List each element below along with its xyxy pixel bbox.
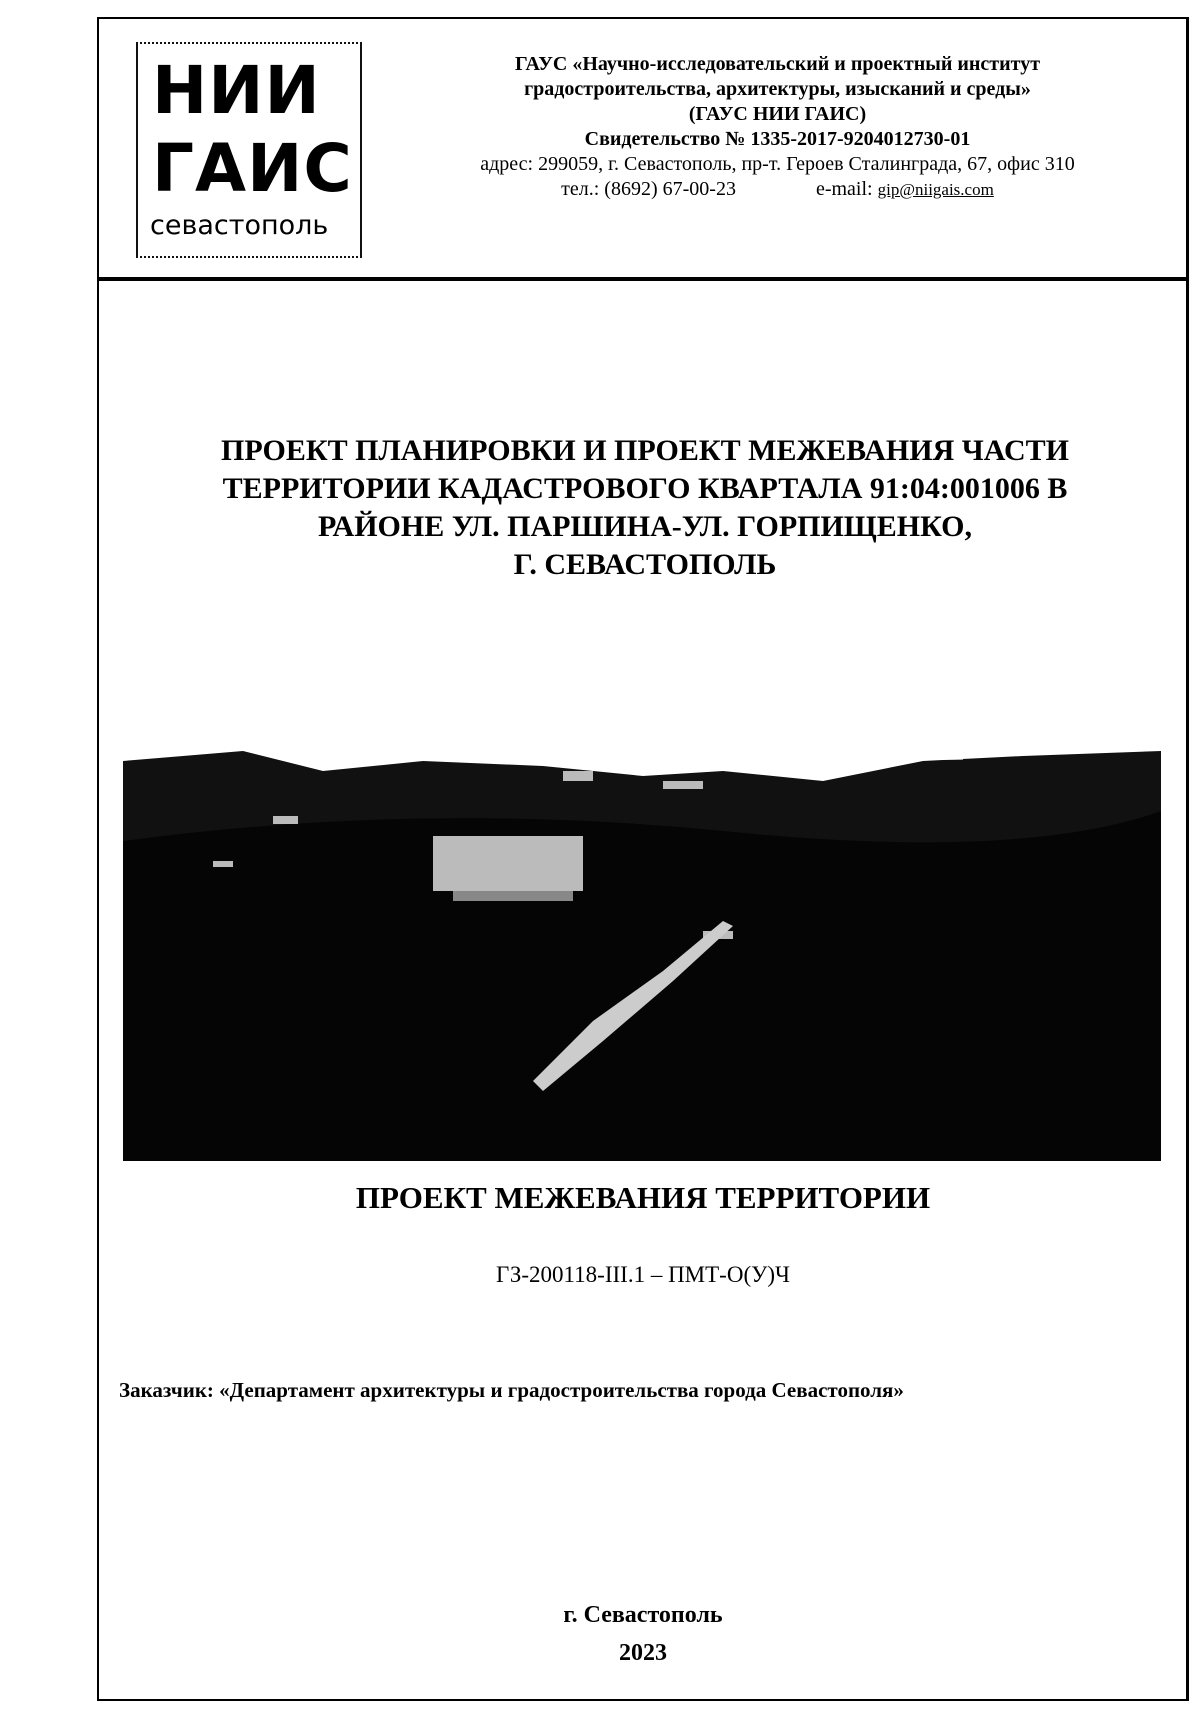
institute-header <box>380 52 1175 202</box>
logo-line2: ГАИС <box>152 130 353 207</box>
year: 2023 <box>619 1640 667 1666</box>
section-subtitle: ПРОЕКТ МЕЖЕВАНИЯ ТЕРРИТОРИИ <box>355 1180 931 1215</box>
title-line: Г. СЕВАСТОПОЛЬ <box>513 548 777 581</box>
title-line: РАЙОНЕ УЛ. ПАРШИНА-УЛ. ГОРПИЩЕНКО, <box>318 510 972 543</box>
aerial-photo <box>123 721 1161 1161</box>
title-line: ПРОЕКТ ПЛАНИРОВКИ И ПРОЕКТ МЕЖЕВАНИЯ ЧАСТИ <box>221 434 1069 467</box>
city: г. Севастополь <box>563 1602 723 1628</box>
org-name-line2: градостроительства, архитектуры, изысканий и среды» <box>524 78 1031 100</box>
institute-logo <box>136 42 362 258</box>
header-divider <box>97 277 1189 281</box>
document-title <box>120 432 1170 584</box>
address: адрес: 299059, г. Севастополь, пр-т. Героев Сталинграда, 67, офис 310 <box>480 153 1075 175</box>
phone: тел.: (8692) 67-00-23 <box>561 178 736 200</box>
document-code: ГЗ-200118-III.1 – ПМТ-О(У)Ч <box>495 1262 790 1287</box>
title-line: ТЕРРИТОРИИ КАДАСТРОВОГО КВАРТАЛА 91:04:001006 В <box>222 472 1068 505</box>
email-link[interactable]: gip@niigais.com <box>877 180 994 199</box>
logo-line1: НИИ <box>152 52 321 129</box>
email-label: e-mail: <box>815 178 878 200</box>
org-short-name: (ГАУС НИИ ГАИС) <box>688 103 867 125</box>
logo-line3: севастополь <box>150 210 329 241</box>
customer: Заказчик: «Департамент архитектуры и градостроительства города Севастополя» <box>119 1378 904 1402</box>
certificate: Свидетельство № 1335-2017-9204012730-01 <box>584 128 971 150</box>
org-name-line1: ГАУС «Научно-исследовательский и проектный институт <box>514 53 1041 75</box>
